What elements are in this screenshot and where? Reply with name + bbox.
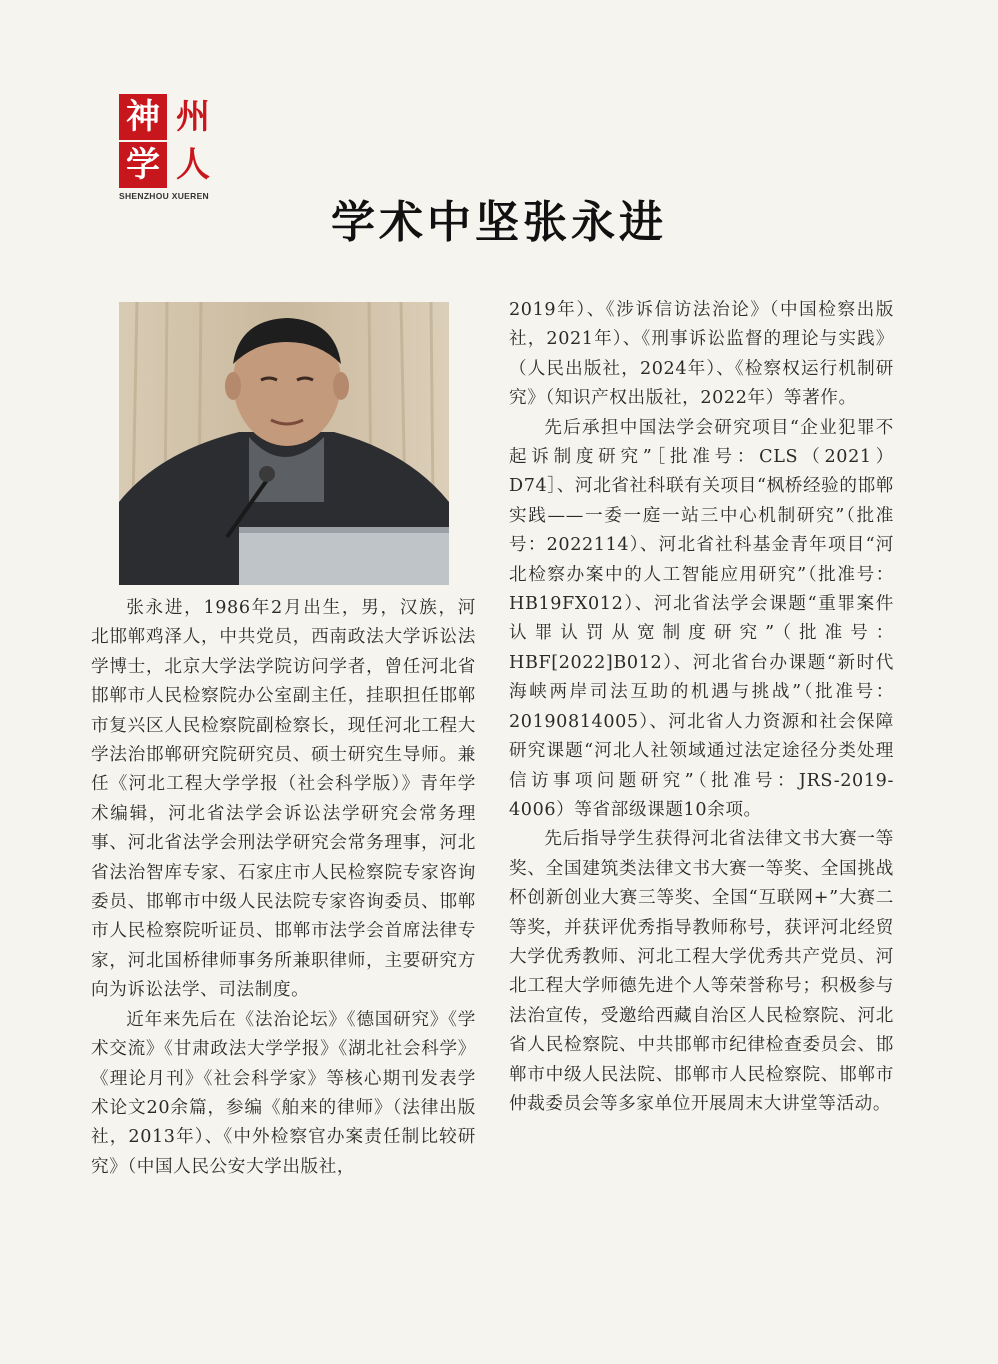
paragraph-awards: 先后指导学生获得河北省法律文书大赛一等奖、全国建筑类法律文书大赛一等奖、全国挑战杯创新创业大赛三等奖、全国“互联网+”大赛二等奖，并获评优秀指导教师称号，获评河北经贸大学优秀教师、河北工程大学优秀共产党员、河北工程大学师德先进个人等荣誉称号；积极参与法治宣传，受邀给西藏自治区人民检察院、河北省人民检察院、中共邯郸市纪律检查委员会、邯郸市中级人民法院、邯郸市人民检察院、邯郸市仲裁委员会等多家单位开展周末大讲堂等活动。 xyxy=(509,829,894,1114)
logo-subtitle: SHENZHOU XUEREN xyxy=(119,191,209,201)
logo-grid xyxy=(119,94,219,188)
portrait-illustration xyxy=(119,302,449,585)
article-title: 学术中坚张永进 xyxy=(331,197,667,248)
paragraph-projects: 先后承担中国法学会研究项目“企业犯罪不起诉制度研究”［批准号：CLS（2021）D74］、河北省社科联有关项目“枫桥经验的邯郸实践——一委一庭一站三中心机制研究”（批准号：2022114）、河北省社科基金青年项目“河北检察办案中的人工智能应用研究”（批准号：HB19FX012）、河北省法学会课题“重罪案件认罪认罚从宽制度研究”（批准号：HBF[2022]B012）、河北省台办课题“新时代海峡两岸司法互助的机遇与挑战”（批准号：20190814005）、河北省人力资源和社会保障研究课题“河北人社领域通过法定途径分类处理信访事项问题研究”（批准号：JRS-2019-4006）等省部级课题10余项。 xyxy=(509,417,894,820)
column-logo xyxy=(119,94,219,201)
logo-char-ren: 人 xyxy=(169,142,217,188)
paragraph-publications: 近年来先后在《法治论坛》《德国研究》《学术交流》《甘肃政法大学学报》《湖北社会科学》《理论月刊》《社会科学家》等核心期刊发表学术论文20余篇，参编《舶来的律师》（法律出版社，2013年）、《中外检察官办案责任制比较研究》（中国人民公安大学出版社， xyxy=(91,1009,476,1177)
logo-char-shen: 神 xyxy=(119,94,167,140)
paragraph-bio: 张永进，1986年2月出生，男，汉族，河北邯郸鸡泽人，中共党员，西南政法大学诉讼法学博士，北京大学法学院访问学者，曾任河北省邯郸市人民检察院办公室副主任，挂职担任邯郸市复兴区人民检察院副检察长，现任河北工程大学法治邯郸研究院研究员、硕士研究生导师。兼任《河北工程大学学报（社会科学版）》青年学术编辑，河北省法学会诉讼法学研究会常务理事、河北省法学会刑法学研究会常务理事，河北省法治智库专家、石家庄市人民检察院专家咨询委员、邯郸市中级人民法院专家咨询委员、邯郸市人民检察院听证员、邯郸市法学会首席法律专家，河北国桥律师事务所兼职律师，主要研究方向为诉讼法学、司法制度。 xyxy=(91,598,476,1001)
left-column xyxy=(91,594,476,1182)
right-column xyxy=(509,296,894,1119)
logo-char-xue: 学 xyxy=(119,142,167,188)
paragraph-publications-continued: 2019年）、《涉诉信访法治论》（中国检察出版社，2021年）、《刑事诉讼监督的理论与实践》（人民出版社，2024年）、《检察权运行机制研究》（知识产权出版社，2022年）等著作。 xyxy=(509,300,894,409)
logo-char-zhou: 州 xyxy=(169,94,217,140)
portrait-photo xyxy=(119,302,449,585)
